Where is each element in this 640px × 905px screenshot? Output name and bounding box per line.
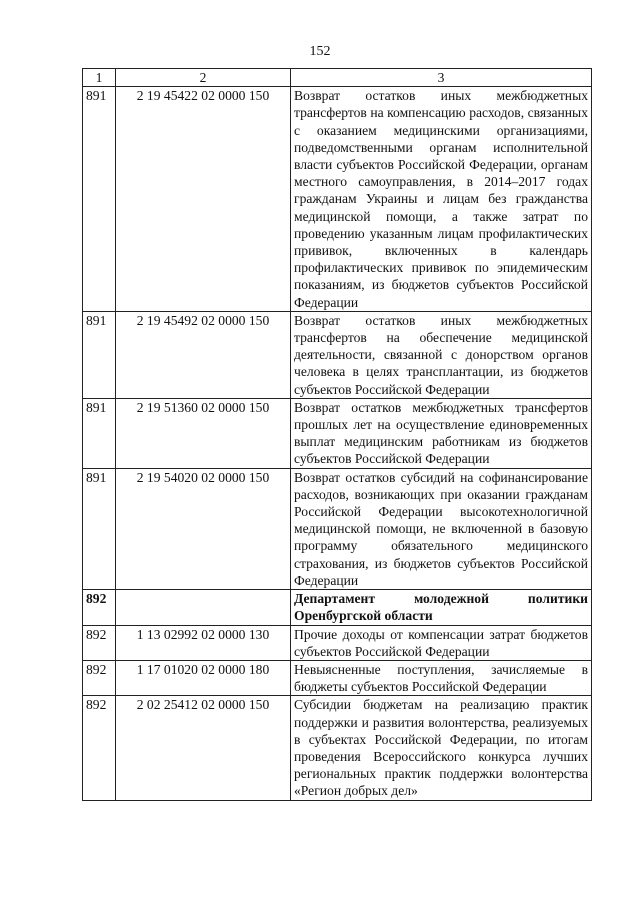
header-col-2: 2 (116, 69, 291, 87)
admin-code-cell: 892 (83, 660, 116, 695)
budget-code-cell: 2 19 45492 02 0000 150 (116, 311, 291, 398)
description-cell: Субсидии бюджетам на реализацию практик поддержки и развития волонтерства, реализуемых в субъектах Российской Федерации, по итогам проведения Всероссийского конкурса лучших региональных практик поддержки волонтерства «Регион добрых дел» (291, 696, 592, 800)
table-row (83, 87, 592, 312)
budget-code-cell: 2 19 54020 02 0000 150 (116, 468, 291, 589)
page-number: 152 (309, 44, 331, 59)
budget-codes-table (82, 68, 592, 801)
description-cell: Департамент молодежной политики Оренбургской области (291, 590, 592, 625)
admin-code-cell: 891 (83, 398, 116, 468)
description-cell: Прочие доходы от компенсации затрат бюджетов субъектов Российской Федерации (291, 625, 592, 660)
admin-code-cell: 892 (83, 696, 116, 800)
admin-code-cell: 891 (83, 468, 116, 589)
table-row (83, 660, 592, 695)
table-row (83, 468, 592, 589)
table-row (83, 398, 592, 468)
header-col-1: 1 (83, 69, 116, 87)
table-row (83, 311, 592, 398)
budget-code-cell: 2 02 25412 02 0000 150 (116, 696, 291, 800)
description-cell: Возврат остатков межбюджетных трансфертов прошлых лет на осуществление единовременных выплат медицинским работникам из бюджетов субъектов Российской Федерации (291, 398, 592, 468)
table-row (83, 590, 592, 625)
table-row (83, 625, 592, 660)
table-row (83, 696, 592, 800)
budget-code-cell: 2 19 51360 02 0000 150 (116, 398, 291, 468)
budget-code-cell: 1 13 02992 02 0000 130 (116, 625, 291, 660)
budget-code-cell: 2 19 45422 02 0000 150 (116, 87, 291, 312)
description-cell: Невыясненные поступления, зачисляемые в бюджеты субъектов Российской Федерации (291, 660, 592, 695)
admin-code-cell: 891 (83, 87, 116, 312)
admin-code-cell: 891 (83, 311, 116, 398)
description-cell: Возврат остатков субсидий на софинансирование расходов, возникающих при оказании гражданам Российской Федерации высокотехнологичной медицинской помощи, не включенной в базовую программу обязательного медицинского страхования, из бюджетов субъектов Российской Федерации (291, 468, 592, 589)
admin-code-cell: 892 (83, 625, 116, 660)
header-col-3: 3 (291, 69, 592, 87)
table-header-row (83, 69, 592, 87)
budget-code-cell (116, 590, 291, 625)
budget-code-cell: 1 17 01020 02 0000 180 (116, 660, 291, 695)
description-cell: Возврат остатков иных межбюджетных трансфертов на обеспечение медицинской деятельности, связанной с донорством органов человека в целях трансплантации, из бюджетов субъектов Российской Федерации (291, 311, 592, 398)
description-cell: Возврат остатков иных межбюджетных трансфертов на компенсацию расходов, связанных с оказанием медицинскими организациями, подведомственными органам исполнительной власти субъектов Российской Федерации, органам местного самоуправления, в 2014–2017 годах гражданам Украины и лицам без гражданства медицинской помощи, а также затрат по проведению указанным лицам профилактических прививок, включенных в календарь профилактических прививок по эпидемическим показаниям, из бюджетов субъектов Российской Федерации (291, 87, 592, 312)
admin-code-cell: 892 (83, 590, 116, 625)
